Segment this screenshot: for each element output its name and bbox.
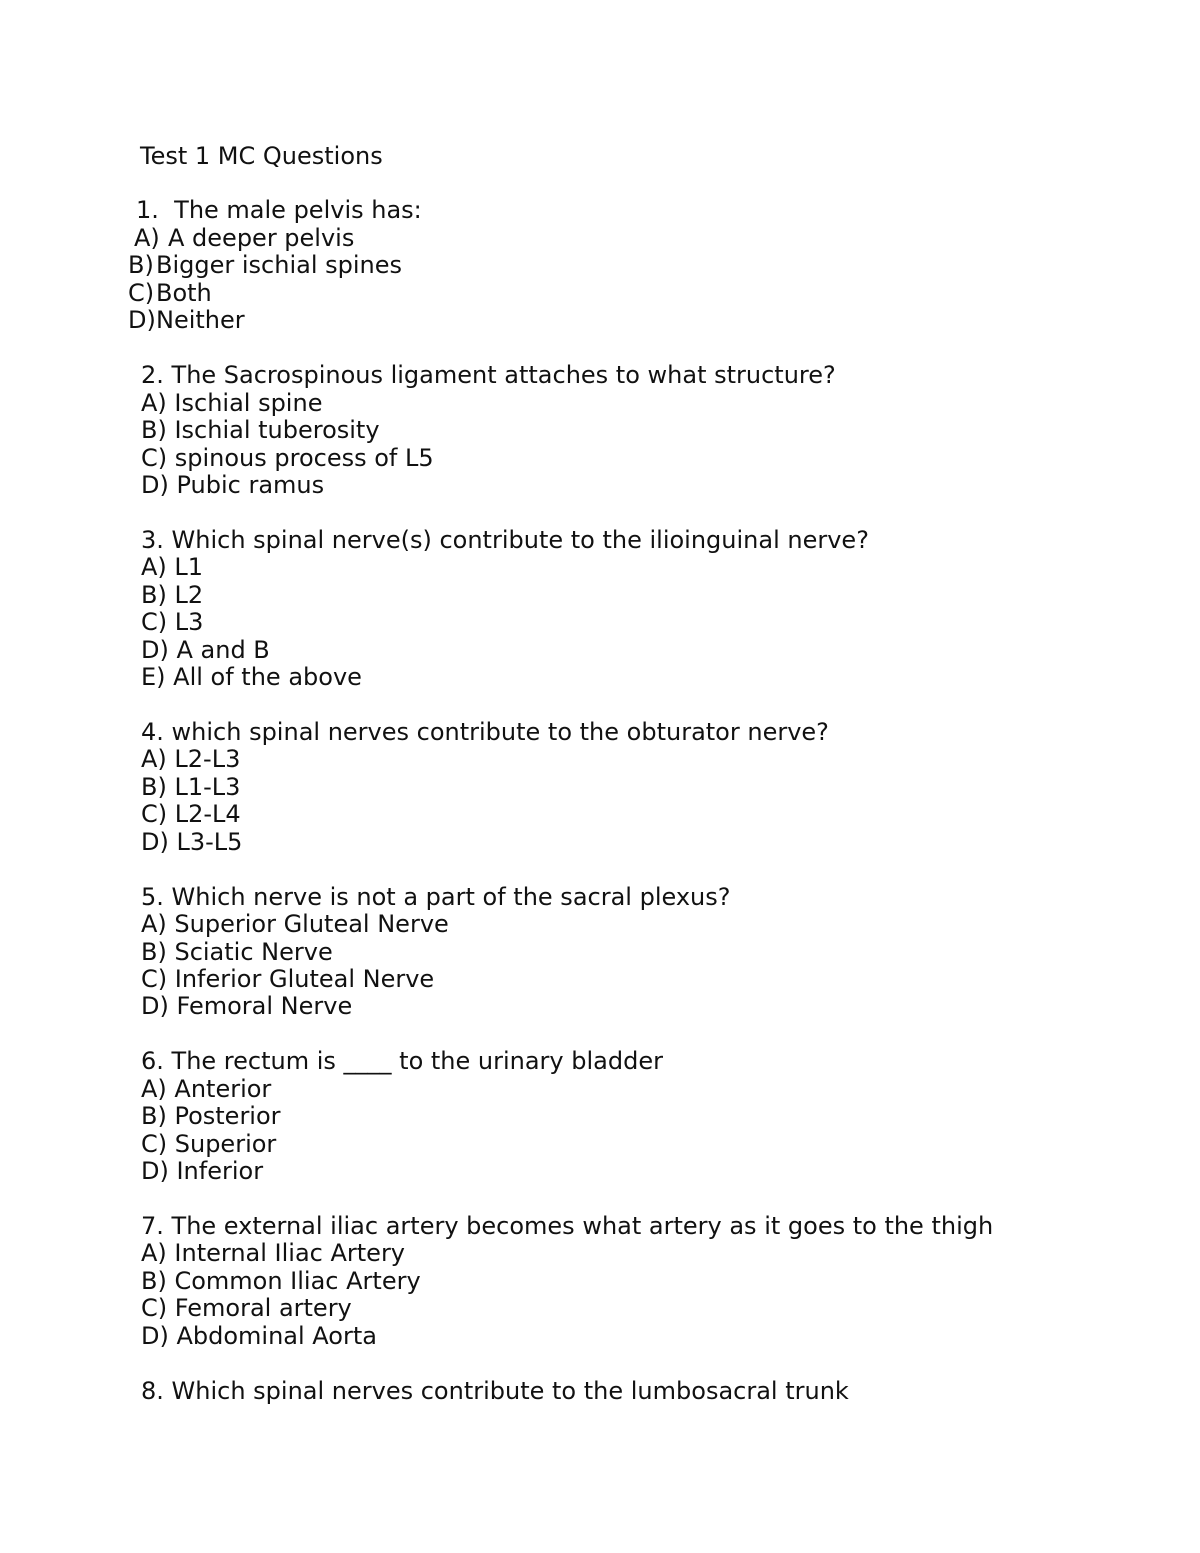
question-7-option-d: D) Abdominal Aorta [141, 1322, 377, 1350]
question-3-option-b: B) L2 [141, 581, 204, 609]
question-8-prompt: 8. Which spinal nerves contribute to the lumbosacral trunk [141, 1377, 849, 1405]
question-3-option-a: A) L1 [141, 553, 204, 581]
question-5-option-d: D) Femoral Nerve [141, 992, 353, 1020]
question-4-option-d: D) L3-L5 [141, 828, 243, 856]
question-1-option-d-text: Neither [156, 306, 245, 334]
question-2-option-d: D) Pubic ramus [141, 471, 325, 499]
question-5-option-a: A) Superior Gluteal Nerve [141, 910, 449, 938]
question-6-option-b: B) Posterior [141, 1102, 281, 1130]
question-1-prompt: 1. The male pelvis has: [136, 196, 422, 224]
question-1-option-d-letter: D) [128, 306, 156, 334]
question-4-option-c: C) L2-L4 [141, 800, 241, 828]
question-3-prompt: 3. Which spinal nerve(s) contribute to the ilioinguinal nerve? [141, 526, 869, 554]
question-1-option-a-text: A deeper pelvis [168, 224, 355, 252]
question-7-option-a: A) Internal Iliac Artery [141, 1239, 406, 1267]
question-7-option-c: C) Femoral artery [141, 1294, 352, 1322]
question-7-prompt: 7. The external iliac artery becomes what artery as it goes to the thigh [141, 1212, 994, 1240]
question-1-option-a-letter: A) [134, 224, 160, 252]
question-6-option-d: D) Inferior [141, 1157, 264, 1185]
question-6-prompt: 6. The rectum is ____ to the urinary bladder [141, 1047, 663, 1075]
question-1-option-c-text: Both [156, 279, 212, 307]
question-4-option-b: B) L1-L3 [141, 773, 241, 801]
question-2-option-a: A) Ischial spine [141, 389, 323, 417]
question-5-option-c: C) Inferior Gluteal Nerve [141, 965, 435, 993]
question-3-option-e: E) All of the above [141, 663, 362, 691]
question-5-prompt: 5. Which nerve is not a part of the sacral plexus? [141, 883, 731, 911]
question-1-option-b-letter: B) [128, 251, 154, 279]
question-6-option-c: C) Superior [141, 1130, 277, 1158]
question-3-option-d: D) A and B [141, 636, 270, 664]
question-5-option-b: B) Sciatic Nerve [141, 938, 333, 966]
question-1-option-b-text: Bigger ischial spines [156, 251, 402, 279]
question-4-option-a: A) L2-L3 [141, 745, 241, 773]
question-1-option-c-letter: C) [128, 279, 155, 307]
question-2-prompt: 2. The Sacrospinous ligament attaches to what structure? [141, 361, 836, 389]
question-7-option-b: B) Common Iliac Artery [141, 1267, 421, 1295]
question-3-option-c: C) L3 [141, 608, 204, 636]
question-4-prompt: 4. which spinal nerves contribute to the obturator nerve? [141, 718, 829, 746]
document-title: Test 1 MC Questions [140, 142, 383, 170]
question-2-option-c: C) spinous process of L5 [141, 444, 434, 472]
question-2-option-b: B) Ischial tuberosity [141, 416, 380, 444]
question-6-option-a: A) Anterior [141, 1075, 272, 1103]
